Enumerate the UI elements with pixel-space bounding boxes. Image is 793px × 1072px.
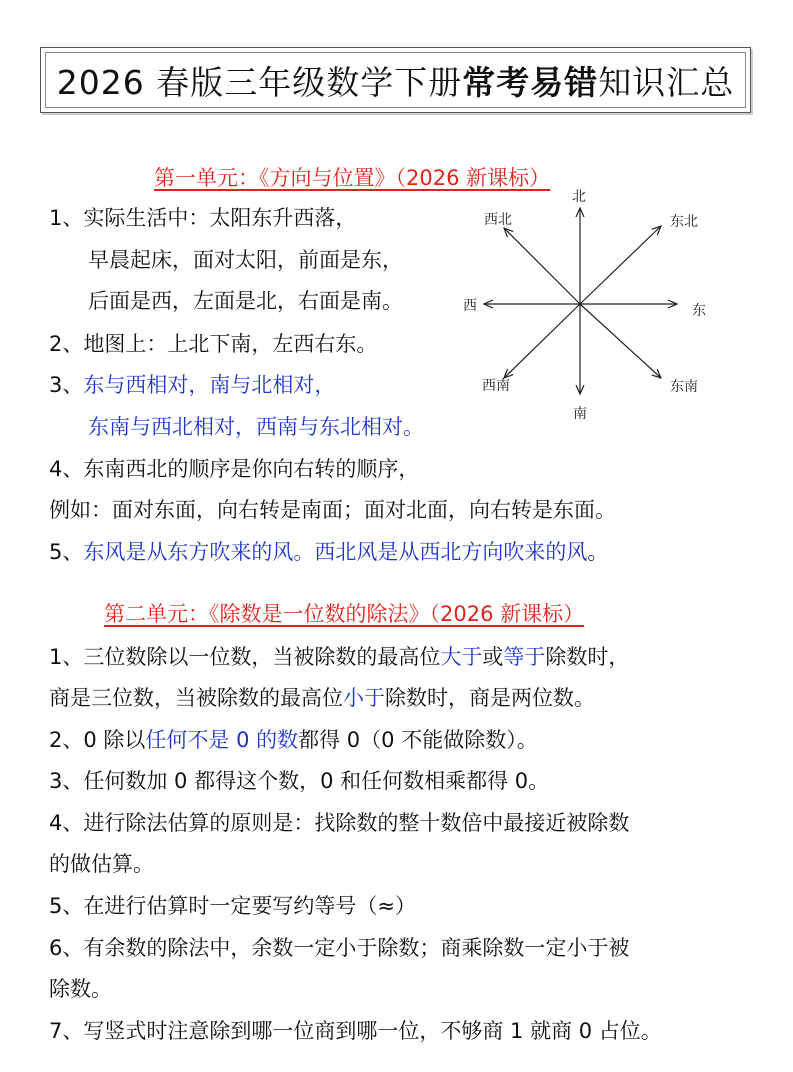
s1-line-9 — [49, 537, 608, 567]
s2-line-3 — [49, 725, 538, 755]
s2-line-6: 的做估算。 — [49, 852, 154, 876]
title-part-2: 常考易错 — [462, 62, 599, 102]
compass-diagram — [460, 182, 720, 422]
southwest-label: 西南 — [482, 378, 510, 394]
s2-line-1-c: 或 — [482, 645, 504, 669]
east-label: 东 — [692, 303, 706, 319]
s1-line-2: 早晨起床，面对太阳，前面是东， — [88, 248, 403, 272]
southwest-arrow — [504, 304, 580, 378]
s1-line-5 — [49, 370, 335, 400]
s2-line-1-e: 除数时， — [545, 645, 630, 669]
s1-line-3: 后面是西，左面是北，右面是南。 — [88, 289, 403, 313]
s2-line-8: 6、有余数的除法中，余数一定小于除数；商乘除数一定小于被 — [49, 936, 630, 960]
section-1-heading: 第一单元：《方向与位置》（2026 新课标） — [154, 166, 551, 190]
s2-line-3-b: 任何不是 0 的数 — [145, 728, 299, 752]
page-title — [45, 52, 746, 108]
s2-line-1-b: 大于 — [440, 645, 483, 669]
s2-line-2-c: 除数时，商是两位数。 — [385, 686, 595, 710]
s2-line-10: 7、写竖式时注意除到哪一位商到哪一位，不够商 1 就商 0 占位。 — [49, 1019, 662, 1043]
northwest-arrow — [504, 228, 580, 304]
s2-line-3-c: 都得 0（0 不能做除数）。 — [298, 728, 538, 752]
s1-line-7: 4、东南西北的顺序是你向右转的顺序， — [49, 457, 420, 481]
s2-line-2-b: 小于 — [343, 686, 385, 710]
s1-line-9-text: 东风是从东方吹来的风。西北风是从西北方向吹来的风 — [83, 540, 588, 564]
s2-line-9: 除数。 — [49, 977, 112, 1001]
s2-line-7: 5、在进行估算时一定要写约等号（≈） — [49, 894, 416, 918]
s1-line-1: 1、实际生活中：太阳东升西落， — [49, 206, 357, 230]
s1-line-9-end: 。 — [587, 540, 609, 564]
s1-line-8: 例如：面对东面，向右转是南面；面对北面，向右转是东面。 — [49, 498, 616, 522]
s2-line-4: 3、任何数加 0 都得这个数，0 和任何数相乘都得 0。 — [49, 769, 550, 793]
s1-line-5-num: 3、 — [49, 373, 84, 397]
title-box — [40, 47, 751, 113]
s2-line-3-a: 2、0 除以 — [49, 728, 146, 752]
s2-line-1-a: 1、三位数除以一位数，当被除数的最高位 — [49, 645, 441, 669]
s2-line-1-d: 等于 — [503, 645, 546, 669]
title-part-1: 2026 春版三年级数学下册 — [56, 62, 463, 102]
south-label: 南 — [573, 406, 587, 422]
northeast-label: 东北 — [670, 214, 698, 230]
s2-line-2-a: 商是三位数，当被除数的最高位 — [49, 686, 343, 710]
s2-line-1 — [49, 642, 629, 672]
section-2-heading: 第二单元：《除数是一位数的除法》（2026 新课标） — [104, 602, 585, 626]
west-label: 西 — [463, 298, 477, 314]
northeast-arrow — [580, 226, 661, 304]
s1-line-9-num: 5、 — [49, 540, 84, 564]
title-part-3: 知识汇总 — [598, 62, 735, 102]
s2-line-5: 4、进行除法估算的原则是：找除数的整十数倍中最接近被除数 — [49, 811, 630, 835]
southeast-label: 东南 — [670, 379, 698, 395]
s1-line-5-text: 东与西相对，南与北相对， — [83, 373, 336, 397]
northwest-label: 西北 — [484, 212, 512, 228]
north-label: 北 — [572, 189, 586, 205]
s1-line-6: 东南与西北相对，西南与东北相对。 — [88, 415, 424, 439]
southeast-arrow — [580, 304, 661, 378]
s2-line-2 — [49, 683, 595, 713]
s1-line-4: 2、地图上：上北下南，左西右东。 — [49, 332, 378, 356]
